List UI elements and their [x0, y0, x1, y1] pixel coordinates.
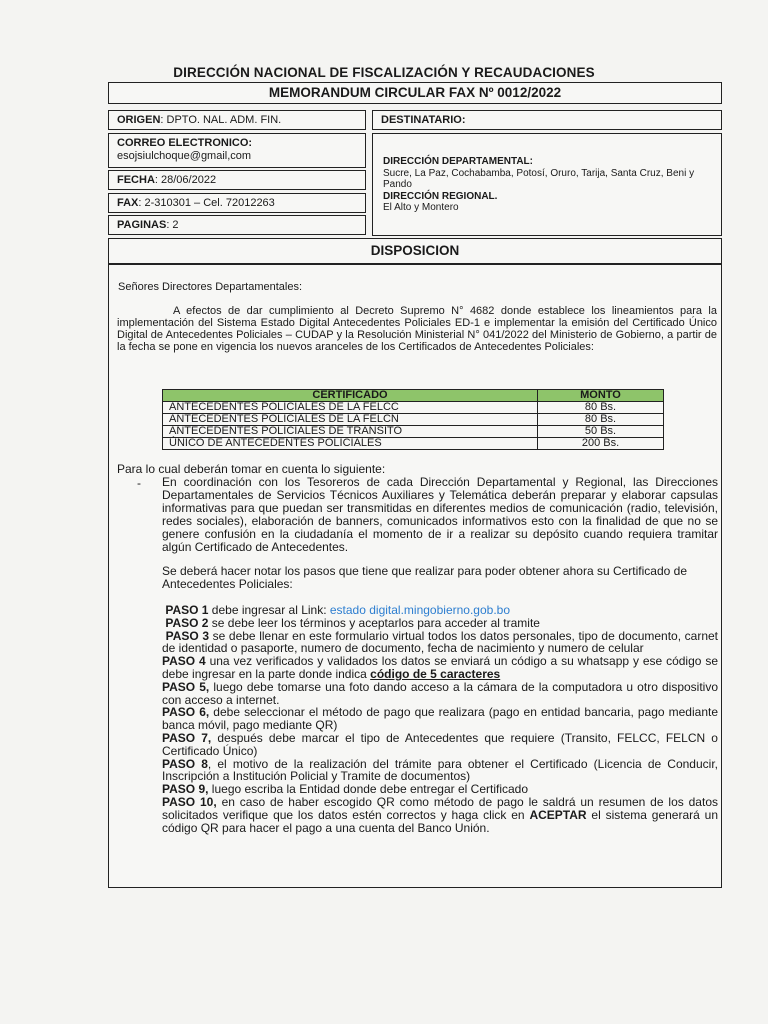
step-item: PASO 10, en caso de haber escogido QR como método de pago le saldrá un resumen de los datos solicitados verifique que los datos estén correctos y haga click en ACEPTAR el sistema generará un código QR para hacer el pago a una cuenta del Banco Unión. — [162, 794, 718, 835]
coordination-paragraph: En coordinación con los Tesoreros de cada Dirección Departamental y Regional, las Direcciones Departamentales de Servicios Técnicos Auxiliares y Telemática deberán preparar y elaborar capsulas informativas para que puedan ser transmitidas en diferentes medios de comunicación (radio, televisión, redes sociales), elaboración de banners, comunicados informativos esto con la finalidad de que no se genere confusión en la ciudadanía el momento de ir a realizar su depósito cuando requiera tramitar algún Certificado de Antecedentes. — [162, 475, 718, 554]
step-item: PASO 4 una vez verificados y validados los datos se enviará un código a su whatsapp y ese código se debe ingresar en la parte donde indica código de 5 caracteres — [162, 654, 718, 681]
destinatario-label: DESTINATARIO: — [381, 114, 466, 126]
table-row — [163, 438, 664, 450]
fecha-field — [108, 170, 366, 190]
steps-list — [162, 604, 718, 834]
aranceles-table — [162, 389, 664, 450]
table-header-row — [163, 390, 664, 402]
fax-field — [108, 193, 366, 213]
step-item: PASO 2 se debe leer los términos y aceptarlos para acceder al tramite — [165, 615, 540, 630]
dir-departamental-value: Sucre, La Paz, Cochabamba, Potosí, Oruro, Tarija, Santa Cruz, Beni y Pando — [383, 167, 695, 190]
memo-number-box: MEMORANDUM CIRCULAR FAX Nº 0012/2022 — [108, 82, 722, 104]
correo-field: CORREO ELECTRONICO: esojsiulchoque@gmail,com — [108, 133, 366, 168]
certificado-cell: ANTECEDENTES POLICIALES DE LA FELCN — [163, 414, 538, 426]
estado-digital-link[interactable]: estado digital.mingobierno.gob.bo — [329, 603, 511, 617]
certificado-cell: ANTECEDENTES POLICIALES DE TRANSITO — [163, 426, 538, 438]
fax-label: FAX — [117, 197, 139, 209]
monto-cell: 80 Bs. — [538, 402, 664, 414]
correo-value: esojsiulchoque@gmail,com — [117, 150, 252, 162]
certificado-cell: ANTECEDENTES POLICIALES DE LA FELCC — [163, 402, 538, 414]
table-row — [163, 426, 664, 438]
monto-cell: 200 Bs. — [538, 438, 664, 450]
paginas-field — [108, 215, 366, 235]
column-header-certificado: CERTIFICADO — [163, 390, 538, 402]
destinatario-field — [372, 110, 722, 130]
table-row — [163, 402, 664, 414]
origen-field — [108, 110, 366, 130]
step-item: PASO 9, luego escriba la Entidad donde debe entregar el Certificado — [162, 782, 529, 797]
intro-paragraph: A efectos de dar cumplimiento al Decreto Supremo N° 4682 donde establece los lineamientos para la implementación del Sistema Estado Digital Antecedentes Policiales ED-1 e implementar la emisión del Certificado Único Digital de Antecedentes Policiales – CUDAP y la Resolución Ministerial N° 041/2022 del Ministerio de Gobierno, a partir de la fecha se pone en vigencia los nuevos aranceles de los Certificados de Antecedentes Policiales: — [117, 305, 717, 353]
salutation: Señores Directores Departamentales: — [118, 281, 303, 293]
step-item: PASO 5, luego debe tomarse una foto dando acceso a la cámara de la computadora u otro dispositivo con acceso a internet. — [162, 679, 719, 707]
fax-value: : 2-310301 – Cel. 72012263 — [138, 197, 275, 209]
correo-label: CORREO ELECTRONICO — [117, 137, 249, 149]
fecha-value: : 28/06/2022 — [154, 174, 217, 186]
codigo-caracteres-emphasis: código de 5 caracteres — [370, 666, 501, 681]
monto-cell: 80 Bs. — [538, 414, 664, 426]
origen-label: ORIGEN — [117, 114, 161, 126]
disposicion-heading: DISPOSICION — [108, 238, 722, 264]
step-item: PASO 6, debe seleccionar el método de pago que realizara (pago en entidad bancaria, pago mediante banca móvil, pago mediante QR) — [162, 705, 718, 733]
step-item: PASO 3 se debe llenar en este formulario virtual todos los datos personales, tipo de documento, carnet de identidad o pasaporte, numero de documento, fecha de nacimiento y numero de celular — [162, 628, 719, 656]
certificado-cell: ÚNICO DE ANTECEDENTES POLICIALES — [163, 438, 538, 450]
paginas-value: : 2 — [166, 219, 179, 231]
monto-cell: 50 Bs. — [538, 426, 664, 438]
document-title: DIRECCIÓN NACIONAL DE FISCALIZACIÓN Y RECAUDACIONES — [173, 65, 595, 80]
step-item: PASO 8, el motivo de la realización del trámite para obtener el Certificado (Licencia de Conducir, Inscripción a Institución Policial y Tramite de documentos) — [162, 756, 718, 784]
list-bullet: - — [137, 476, 141, 490]
direcciones-box — [372, 133, 722, 236]
step-item: PASO 7, después debe marcar el tipo de Antecedentes que requiere (Transito, FELCC, FELCN o Certificado Único) — [162, 730, 718, 758]
aceptar-emphasis: ACEPTAR — [529, 807, 587, 822]
dir-regional-label: DIRECCIÓN REGIONAL. — [383, 190, 498, 202]
step-item: PASO 1 debe ingresar al Link: estado digital.mingobierno.gob.bo — [165, 603, 511, 617]
steps-note: Se deberá hacer notar los pasos que tiene que realizar para poder obtener ahora su Certificado de Antecedentes Policiales: — [162, 564, 688, 591]
paginas-label: PAGINAS — [117, 219, 167, 231]
origen-value: : DPTO. NAL. ADM. FIN. — [160, 114, 282, 126]
instructions-intro: Para lo cual deberán tomar en cuenta lo siguiente: — [117, 462, 386, 476]
dir-regional-value: El Alto y Montero — [383, 202, 459, 213]
table-row — [163, 414, 664, 426]
column-header-monto: MONTO — [538, 390, 664, 402]
dir-departamental-label: DIRECCIÓN DEPARTAMENTAL: — [383, 156, 533, 167]
fecha-label: FECHA — [117, 174, 155, 186]
